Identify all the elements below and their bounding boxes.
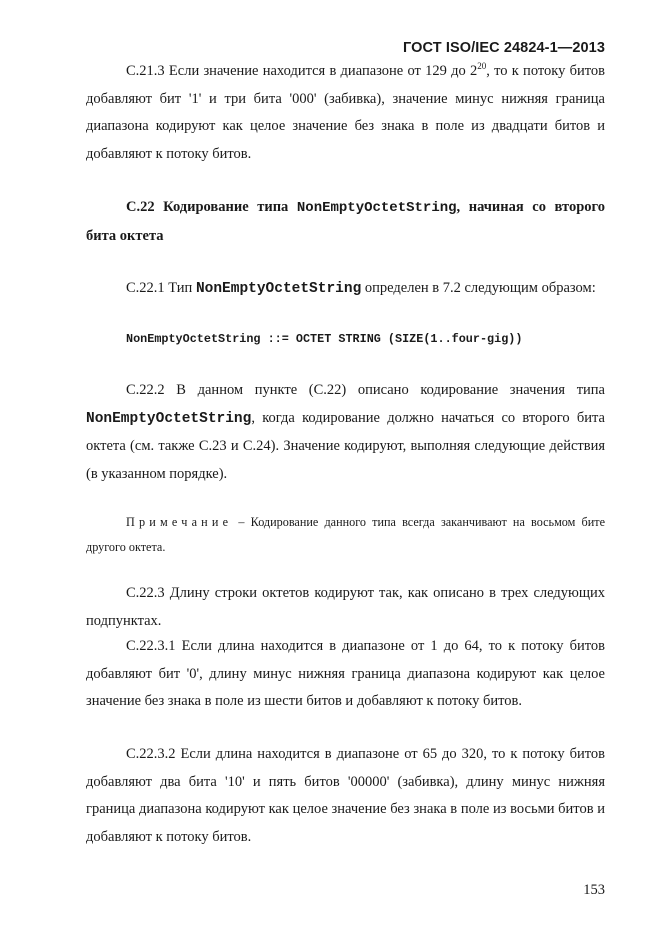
note-label: Примечание: [126, 515, 233, 529]
paragraph-c22-3-1: C.22.3.1 Если длина находится в диапазоне от 1 до 64, то к потоку битов добавляют бит '0', длину минус нижняя граница диапазона кодируют как целое значение без знака в поле из шести битов и добавляют к потоку битов.: [86, 638, 605, 709]
paragraph-c22-3: C.22.3 Длину строки октетов кодируют так, как описано в трех следующих подпунктах.: [86, 585, 605, 629]
paragraph-c21-3: C.21.3 Если значение находится в диапазоне от 129 до $2^{20}$, то к потоку битов добавляют бит '1' и три бита '000' (забивка), значение минус нижняя граница диапазона кодируют как целое значение без знака в поле из двадцати битов и добавляют к потоку битов.: [86, 61, 605, 162]
page-number: 153: [583, 882, 605, 898]
paragraph-c22-1: C.22.1 Тип NonEmptyOctetString определен в 7.2 следующим образом:: [126, 280, 596, 297]
paragraph-c22-3-2: C.22.3.2 Если длина находится в диапазоне от 65 до 320, то к потоку битов добавляют два бита '10' и пять битов '00000' (забивка), длину минус нижняя граница диапазона кодируют как целое значение без знака в поле из восьми битов и добавляют к потоку битов.: [86, 746, 605, 845]
asn1-definition: NonEmptyOctetString ::= OCTET STRING (SIZE(1..four-gig)): [126, 332, 523, 346]
section-heading-c22: C.22 Кодирование типа NonEmptyOctetString, начиная со второго бита октета: [86, 199, 605, 244]
document-header: ГОСТ ISO/IEC 24824-1—2013: [403, 40, 605, 56]
note: Примечание – Кодирование данного типа всегда заканчивают на восьмом бите другого октета.: [86, 515, 605, 554]
paragraph-c22-2: C.22.2 В данном пункте (C.22) описано кодирование значения типа NonEmptyOctetString, когда кодирование должно начаться со второго бита октета (см. также C.23 и C.24). Значение кодируют, выполняя следующие действия (в указанном порядке).: [86, 382, 605, 482]
